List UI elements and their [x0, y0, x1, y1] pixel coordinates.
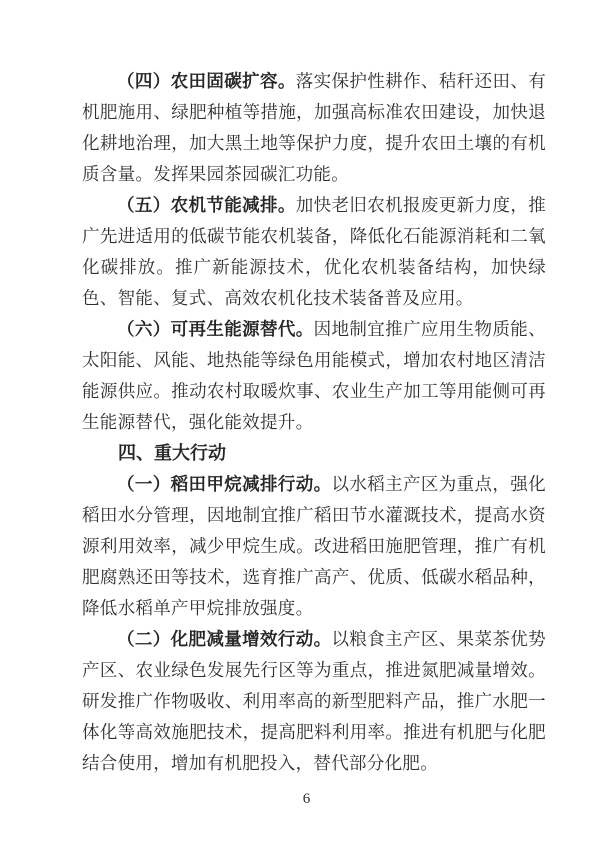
paragraph-lead: （一）稻田甲烷减排行动。: [117, 474, 332, 494]
paragraph-text: 以水稻主产区为重点，强化稻田水分管理，因地制宜推广稻田节水灌溉技术，提高水资源利用效率，减少甲烷生成。改进稻田施肥管理，推广有机肥腐熟还田等技术，选育推广高产、优质、低碳水稻品种，降低水稻单产甲烷排放强度。: [82, 474, 546, 618]
paragraph-6-renewable-energy: [82, 314, 546, 438]
paragraph-1-paddy-methane-action: [82, 469, 546, 624]
section-heading-major-actions: 四、重大行动: [118, 443, 226, 463]
paragraph-text: 落实保护性耕作、秸秆还田、有机肥施用、绿肥种植等措施，加强高标准农田建设，加快退化耕地治理，加大黑土地等保护力度，提升农田土壤的有机质含量。发挥果园茶园碳汇功能。: [82, 71, 546, 184]
paragraph-lead: （六）可再生能源替代。: [117, 319, 314, 339]
paragraph-4-farmland-carbon: [82, 66, 546, 190]
document-body: [82, 66, 546, 779]
paragraph-lead: （二）化肥减量增效行动。: [117, 629, 332, 649]
paragraph-text: 加快老旧农机报废更新力度，推广先进适用的低碳节能农机装备，降低化石能源消耗和二氧化碳排放。推广新能源技术，优化农机装备结构，加快绿色、智能、复式、高效农机化技术装备普及应用。: [82, 195, 546, 308]
paragraph-text: 以粮食主产区、果菜茶优势产区、农业绿色发展先行区等为重点，推进氮肥减量增效。研发推广作物吸收、利用率高的新型肥料产品，推广水肥一体化等高效施肥技术，提高肥料利用率。推进有机肥与化肥结合使用，增加有机肥投入，替代部分化肥。: [82, 629, 546, 773]
paragraph-text: 因地制宜推广应用生物质能、太阳能、风能、地热能等绿色用能模式，增加农村地区清洁能源供应。推动农村取暖炊事、农业生产加工等用能侧可再生能源替代，强化能效提升。: [82, 319, 546, 432]
paragraph-lead: （四）农田固碳扩容。: [117, 71, 296, 91]
paragraph-2-fertilizer-reduction-action: [82, 624, 546, 779]
paragraph-lead: （五）农机节能减排。: [117, 195, 296, 215]
paragraph-5-machinery-energy-saving: [82, 190, 546, 314]
page-number: 6: [302, 791, 311, 807]
